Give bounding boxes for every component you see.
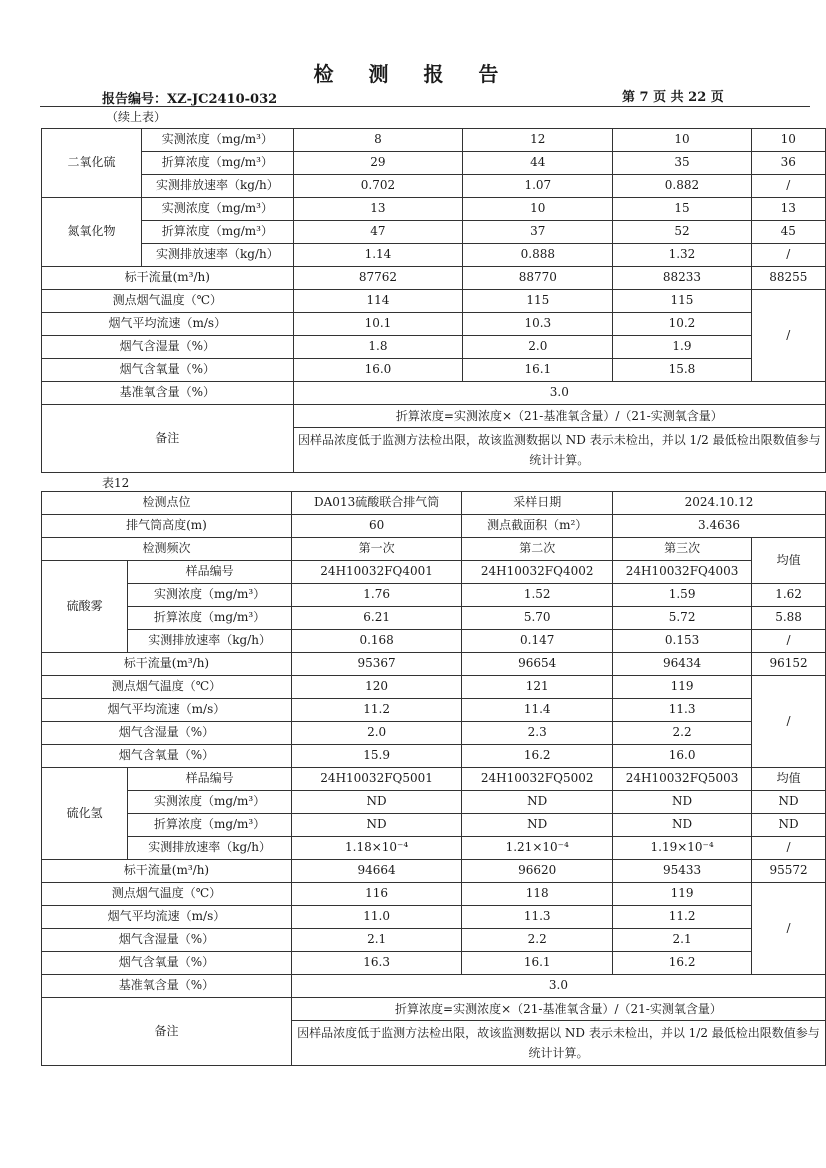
note-nd: 因样品浓度低于监测方法检出限，故该监测数据以 ND 表示未检出，并以 1/2 最低检出限数值参与统计计算。 bbox=[293, 428, 825, 473]
table-cell: 37 bbox=[463, 221, 613, 244]
table-cell: 95572 bbox=[752, 860, 826, 883]
table-cell: 第三次 bbox=[613, 538, 752, 561]
table-row bbox=[42, 359, 826, 382]
table-cell: 29 bbox=[293, 152, 463, 175]
notes-label: 备注 bbox=[42, 405, 294, 473]
table-row bbox=[42, 837, 826, 860]
table-row bbox=[42, 630, 826, 653]
table-cell: 2.0 bbox=[463, 336, 613, 359]
table-cell: 87762 bbox=[293, 267, 463, 290]
row-label: 烟气平均流速（m/s） bbox=[42, 699, 292, 722]
row-label: 折算浓度（mg/m³） bbox=[128, 607, 292, 630]
table-cell: 24H10032FQ5003 bbox=[613, 768, 752, 791]
table-cell: / bbox=[752, 676, 826, 768]
table-row bbox=[42, 768, 826, 791]
table-12-label: 表12 bbox=[102, 476, 130, 490]
table-cell: 5.72 bbox=[613, 607, 752, 630]
table-cell: 2.0 bbox=[291, 722, 461, 745]
table-cell: 1.32 bbox=[613, 244, 751, 267]
table-row bbox=[42, 906, 826, 929]
table-cell: 5.88 bbox=[752, 607, 826, 630]
table-cell: / bbox=[751, 175, 825, 198]
row-label: 实测排放速率（kg/h） bbox=[142, 175, 294, 198]
table-row bbox=[42, 313, 826, 336]
table-cell: 114 bbox=[293, 290, 463, 313]
table-cell: 0.882 bbox=[613, 175, 751, 198]
acid-mist-group-label: 硫酸雾 bbox=[42, 561, 128, 653]
nox-group-label: 氮氧化物 bbox=[42, 198, 142, 267]
table-cell: 6.21 bbox=[291, 607, 461, 630]
table-cell: 120 bbox=[291, 676, 461, 699]
table-cell: 12 bbox=[463, 129, 613, 152]
table-cell: 1.62 bbox=[752, 584, 826, 607]
note-formula: 折算浓度=实测浓度×（21-基准氧含量）/（21-实测氧含量） bbox=[293, 405, 825, 428]
table-cell: 35 bbox=[613, 152, 751, 175]
table-row bbox=[42, 952, 826, 975]
table-cell: 10.1 bbox=[293, 313, 463, 336]
table-cell: 2.1 bbox=[613, 929, 752, 952]
table-cell: ND bbox=[613, 814, 752, 837]
table-cell: 2.2 bbox=[462, 929, 613, 952]
table-cell: DA013硫酸联合排气筒 bbox=[291, 492, 461, 515]
table-cell: 1.76 bbox=[291, 584, 461, 607]
table-cell: 1.21×10⁻⁴ bbox=[462, 837, 613, 860]
table-cell: / bbox=[751, 244, 825, 267]
row-label: 烟气含氧量（%） bbox=[42, 359, 294, 382]
table-cell: ND bbox=[752, 791, 826, 814]
table-cell: 3.4636 bbox=[613, 515, 826, 538]
table-cell: 115 bbox=[613, 290, 751, 313]
row-label: 测点烟气温度（℃） bbox=[42, 290, 294, 313]
table-cell: 2.2 bbox=[613, 722, 752, 745]
table-row bbox=[42, 814, 826, 837]
table-cell: 11.2 bbox=[291, 699, 461, 722]
table-cell: ND bbox=[462, 814, 613, 837]
table-row bbox=[42, 584, 826, 607]
row-label: 基准氧含量（%） bbox=[42, 382, 294, 405]
table-cell: 10.2 bbox=[613, 313, 751, 336]
row-label: 烟气含湿量（%） bbox=[42, 722, 292, 745]
row-label: 基准氧含量（%） bbox=[42, 975, 292, 998]
table-cell: 121 bbox=[462, 676, 613, 699]
table-cell: 2.3 bbox=[462, 722, 613, 745]
table-cell: 44 bbox=[463, 152, 613, 175]
table-cell: 第一次 bbox=[291, 538, 461, 561]
table-cell: 16.1 bbox=[463, 359, 613, 382]
header-divider bbox=[40, 106, 810, 107]
table-cell: 96434 bbox=[613, 653, 752, 676]
table-cell: 10 bbox=[463, 198, 613, 221]
row-label: 测点截面积（m²） bbox=[462, 515, 613, 538]
row-label: 烟气平均流速（m/s） bbox=[42, 906, 292, 929]
table-cell: 0.888 bbox=[463, 244, 613, 267]
table-row bbox=[42, 745, 826, 768]
table-cell: 118 bbox=[462, 883, 613, 906]
table-cell: 15 bbox=[613, 198, 751, 221]
table-cell: 24H10032FQ4001 bbox=[291, 561, 461, 584]
table-cell: 95433 bbox=[613, 860, 752, 883]
table-row bbox=[42, 129, 826, 152]
table-cell: 16.0 bbox=[293, 359, 463, 382]
table-cell: 16.3 bbox=[291, 952, 461, 975]
table-row bbox=[42, 152, 826, 175]
table-cell: 0.147 bbox=[462, 630, 613, 653]
table-cell: 88233 bbox=[613, 267, 751, 290]
table-row bbox=[42, 382, 826, 405]
row-label: 实测浓度（mg/m³） bbox=[128, 584, 292, 607]
row-label: 实测浓度（mg/m³） bbox=[128, 791, 292, 814]
table-row bbox=[42, 722, 826, 745]
table-cell: 16.2 bbox=[613, 952, 752, 975]
table-cell: 0.168 bbox=[291, 630, 461, 653]
row-label: 实测排放速率（kg/h） bbox=[128, 837, 292, 860]
emission-table-continued bbox=[41, 128, 826, 473]
table-cell: 1.8 bbox=[293, 336, 463, 359]
table-cell: 2024.10.12 bbox=[613, 492, 826, 515]
table-cell: 60 bbox=[291, 515, 461, 538]
row-label: 测点烟气温度（℃） bbox=[42, 883, 292, 906]
table-cell: 96152 bbox=[752, 653, 826, 676]
table-cell: 16.0 bbox=[613, 745, 752, 768]
table-cell: ND bbox=[462, 791, 613, 814]
table-cell: 3.0 bbox=[293, 382, 825, 405]
avg-header: 均值 bbox=[752, 538, 826, 584]
table-cell: 10.3 bbox=[463, 313, 613, 336]
so2-group-label: 二氧化硫 bbox=[42, 129, 142, 198]
note-nd: 因样品浓度低于监测方法检出限，故该监测数据以 ND 表示未检出，并以 1/2 最低检出限数值参与统计计算。 bbox=[291, 1021, 825, 1066]
table-cell: 116 bbox=[291, 883, 461, 906]
table-row bbox=[42, 538, 826, 561]
table-cell: ND bbox=[613, 791, 752, 814]
table-cell: 1.59 bbox=[613, 584, 752, 607]
table-cell: 1.07 bbox=[463, 175, 613, 198]
table-row bbox=[42, 515, 826, 538]
row-label: 实测浓度（mg/m³） bbox=[142, 198, 294, 221]
table-cell: 15.8 bbox=[613, 359, 751, 382]
row-label: 烟气平均流速（m/s） bbox=[42, 313, 294, 336]
table-cell: 36 bbox=[751, 152, 825, 175]
table-cell: 11.2 bbox=[613, 906, 752, 929]
table-cell: 96654 bbox=[462, 653, 613, 676]
table-row bbox=[42, 221, 826, 244]
row-label: 折算浓度（mg/m³） bbox=[142, 221, 294, 244]
table-cell: 1.52 bbox=[462, 584, 613, 607]
row-label: 样品编号 bbox=[128, 768, 292, 791]
table-cell: 24H10032FQ4002 bbox=[462, 561, 613, 584]
table-cell: 8 bbox=[293, 129, 463, 152]
table-cell: 24H10032FQ5002 bbox=[462, 768, 613, 791]
table-cell: 115 bbox=[463, 290, 613, 313]
report-title: 检 测 报 告 bbox=[313, 62, 513, 86]
table-row bbox=[42, 492, 826, 515]
table-cell: 11.4 bbox=[462, 699, 613, 722]
table-row bbox=[42, 198, 826, 221]
table-cell: ND bbox=[752, 814, 826, 837]
table-cell: 45 bbox=[751, 221, 825, 244]
row-label: 折算浓度（mg/m³） bbox=[128, 814, 292, 837]
table-cell: 13 bbox=[751, 198, 825, 221]
row-label: 烟气含氧量（%） bbox=[42, 745, 292, 768]
table-cell: / bbox=[752, 837, 826, 860]
row-label: 烟气含湿量（%） bbox=[42, 336, 294, 359]
table-cell: 52 bbox=[613, 221, 751, 244]
table-cell: 第二次 bbox=[462, 538, 613, 561]
table-row bbox=[42, 336, 826, 359]
table-cell: 3.0 bbox=[291, 975, 825, 998]
table-cell: 1.9 bbox=[613, 336, 751, 359]
table-cell: 88770 bbox=[463, 267, 613, 290]
table-cell: 11.0 bbox=[291, 906, 461, 929]
table-cell: 95367 bbox=[291, 653, 461, 676]
table-row bbox=[42, 676, 826, 699]
table-row bbox=[42, 244, 826, 267]
table-cell: 16.2 bbox=[462, 745, 613, 768]
table-row bbox=[42, 607, 826, 630]
row-label: 排气筒高度(m) bbox=[42, 515, 292, 538]
table-cell: / bbox=[751, 290, 825, 382]
table-cell: 5.70 bbox=[462, 607, 613, 630]
table-row bbox=[42, 998, 826, 1021]
table-cell: 11.3 bbox=[462, 906, 613, 929]
table-cell: 94664 bbox=[291, 860, 461, 883]
row-label: 样品编号 bbox=[128, 561, 292, 584]
table-cell: 24H10032FQ4003 bbox=[613, 561, 752, 584]
table-row bbox=[42, 175, 826, 198]
table-cell: 13 bbox=[293, 198, 463, 221]
table-cell: 0.702 bbox=[293, 175, 463, 198]
table-cell: 1.19×10⁻⁴ bbox=[613, 837, 752, 860]
table-cell: 11.3 bbox=[613, 699, 752, 722]
table-cell: 24H10032FQ5001 bbox=[291, 768, 461, 791]
table-row bbox=[42, 883, 826, 906]
table-cell: 88255 bbox=[751, 267, 825, 290]
avg-header: 均值 bbox=[752, 768, 826, 791]
table-row bbox=[42, 561, 826, 584]
table-cell: / bbox=[752, 883, 826, 975]
row-label: 烟气含氧量（%） bbox=[42, 952, 292, 975]
row-label: 实测排放速率（kg/h） bbox=[142, 244, 294, 267]
report-number: 报告编号：XZ-JC2410-032 bbox=[102, 92, 278, 107]
table-cell: 1.14 bbox=[293, 244, 463, 267]
row-label: 检测频次 bbox=[42, 538, 292, 561]
table-row bbox=[42, 653, 826, 676]
row-label: 采样日期 bbox=[462, 492, 613, 515]
table-cell: 0.153 bbox=[613, 630, 752, 653]
table-row bbox=[42, 860, 826, 883]
table-cell: 1.18×10⁻⁴ bbox=[291, 837, 461, 860]
table-row bbox=[42, 699, 826, 722]
row-label: 实测浓度（mg/m³） bbox=[142, 129, 294, 152]
table-cell: 10 bbox=[751, 129, 825, 152]
row-label: 折算浓度（mg/m³） bbox=[142, 152, 294, 175]
table-cell: 119 bbox=[613, 883, 752, 906]
table-cell: 15.9 bbox=[291, 745, 461, 768]
row-label: 检测点位 bbox=[42, 492, 292, 515]
row-label: 烟气含湿量（%） bbox=[42, 929, 292, 952]
table-cell: 16.1 bbox=[462, 952, 613, 975]
table-cell: 10 bbox=[613, 129, 751, 152]
h2s-group-label: 硫化氢 bbox=[42, 768, 128, 860]
table-cell: 96620 bbox=[462, 860, 613, 883]
continued-label: （续上表） bbox=[106, 110, 167, 124]
table-row bbox=[42, 267, 826, 290]
table-cell: 119 bbox=[613, 676, 752, 699]
note-formula: 折算浓度=实测浓度×（21-基准氧含量）/（21-实测氧含量） bbox=[291, 998, 825, 1021]
table-cell: 2.1 bbox=[291, 929, 461, 952]
row-label: 测点烟气温度（℃） bbox=[42, 676, 292, 699]
table-row bbox=[42, 791, 826, 814]
page-info: 第 7 页 共 22 页 bbox=[622, 90, 724, 105]
notes-label: 备注 bbox=[42, 998, 292, 1066]
table-cell: / bbox=[752, 630, 826, 653]
row-label: 标干流量(m³/h) bbox=[42, 860, 292, 883]
table-row bbox=[42, 405, 826, 428]
row-label: 标干流量(m³/h) bbox=[42, 267, 294, 290]
table-row bbox=[42, 929, 826, 952]
row-label: 标干流量(m³/h) bbox=[42, 653, 292, 676]
table-row bbox=[42, 975, 826, 998]
table-cell: 47 bbox=[293, 221, 463, 244]
table-cell: ND bbox=[291, 814, 461, 837]
emission-table-12 bbox=[41, 491, 826, 1066]
table-cell: ND bbox=[291, 791, 461, 814]
table-row bbox=[42, 290, 826, 313]
row-label: 实测排放速率（kg/h） bbox=[128, 630, 292, 653]
